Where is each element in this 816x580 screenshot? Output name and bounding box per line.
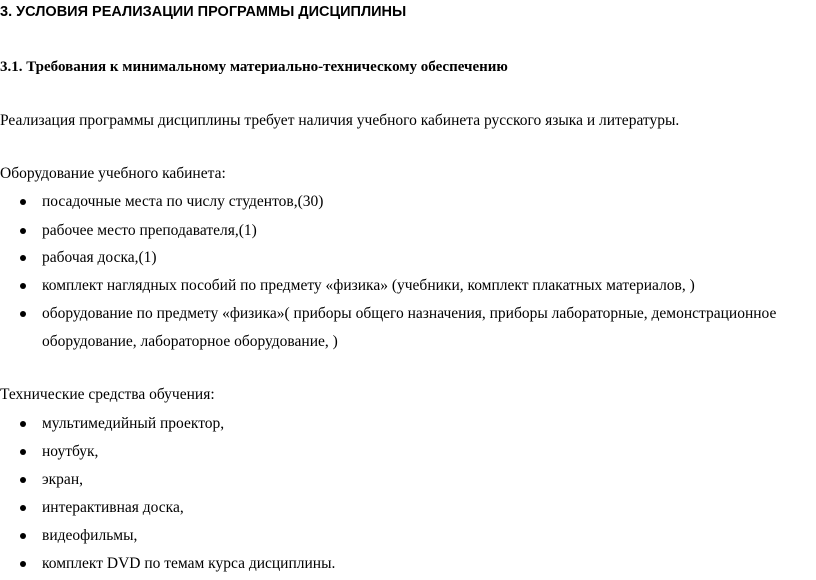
section-heading: 3. УСЛОВИЯ РЕАЛИЗАЦИИ ПРОГРАММЫ ДИСЦИПЛИНЫ [0, 4, 407, 20]
bullet-icon [20, 477, 26, 483]
bullet-icon [20, 255, 26, 261]
equipment-label: Оборудование учебного кабинета: [0, 165, 226, 182]
list-item-text: оборудование по предмету «физика»( приборы общего назначения, приборы лабораторные, демонстрационное [42, 305, 777, 322]
list-item-text: видеофильмы, [42, 527, 138, 544]
bullet-icon [20, 228, 26, 234]
list-item-text: комплект наглядных пособий по предмету «физика» (учебники, комплект плакатных материалов, ) [42, 277, 695, 294]
list-item-text: экран, [42, 471, 83, 488]
list-item-text: рабочее место преподавателя,(1) [42, 222, 257, 239]
bullet-icon [20, 449, 26, 455]
bullet-icon [20, 505, 26, 511]
bullet-icon [20, 421, 26, 427]
list-item-text: рабочая доска,(1) [42, 249, 157, 266]
list-item-text: посадочные места по числу студентов,(30) [42, 193, 324, 210]
list-item-text: интерактивная доска, [42, 499, 184, 516]
bullet-icon [20, 283, 26, 289]
technical-label: Технические средства обучения: [0, 386, 215, 403]
list-item-text: комплект DVD по темам курса дисциплины. [42, 555, 336, 572]
list-item-text: ноутбук, [42, 443, 99, 460]
bullet-icon [20, 561, 26, 567]
bullet-icon [20, 311, 26, 317]
intro-paragraph: Реализация программы дисциплины требует наличия учебного кабинета русского языка и литературы. [0, 112, 680, 129]
list-item-text: мультимедийный проектор, [42, 415, 225, 432]
bullet-icon [20, 199, 26, 205]
subsection-heading: 3.1. Требования к минимальному материально-техническому обеспечению [0, 59, 508, 75]
list-item-continuation: оборудование, лабораторное оборудование, ) [42, 333, 338, 350]
bullet-icon [20, 533, 26, 539]
